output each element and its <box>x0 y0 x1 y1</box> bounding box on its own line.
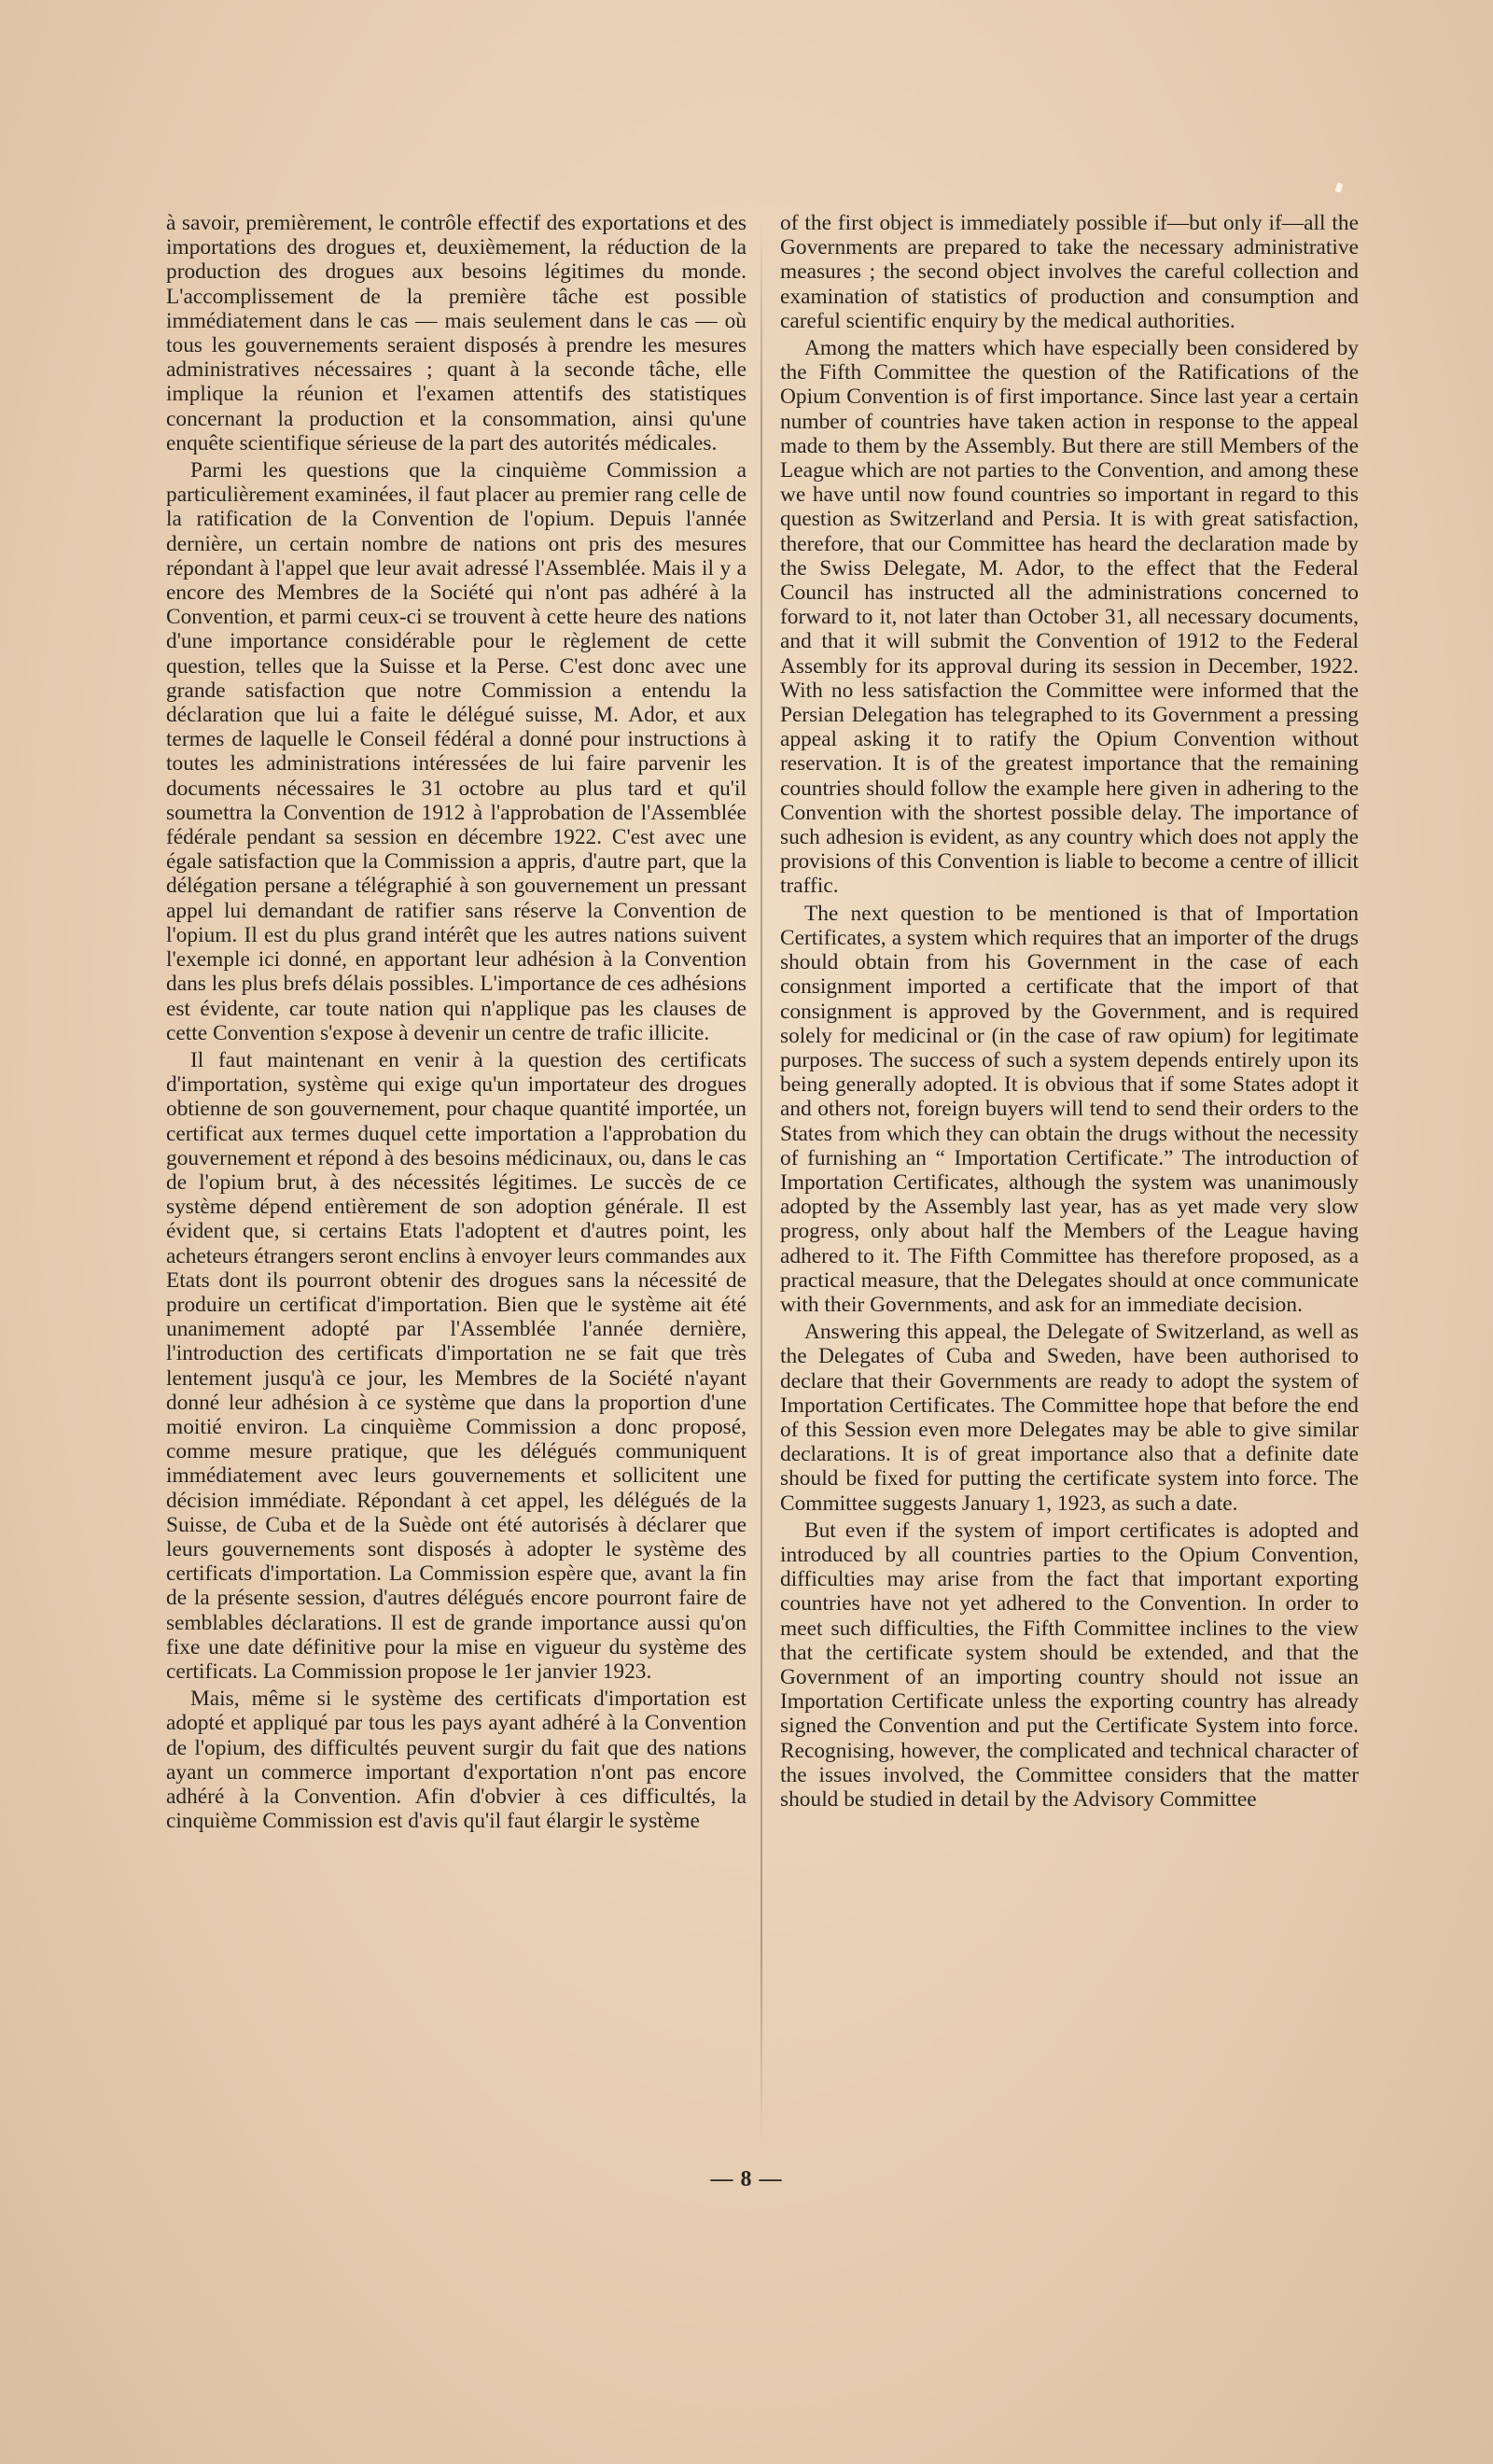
page-number: — 8 — <box>710 2167 783 2191</box>
english-paragraph-5: But even if the system of import certificates is adopted and introduced by all countries parties to the Opium Convention, difficulties may arise from the fact that important exporting countries have not yet adhered to the Convention. In order to meet such difficulties, the Fifth Committee inclines to the view that the certificate system should be extended, and that the Government of an importing country should not issue an Importation Certificate unless the exporting country has already signed the Convention and put the Certificate System into force. Recognising, however, the complicated and technical character of the issues involved, the Committee considers that the matter should be studied in detail by the Advisory Committee <box>780 1518 1359 1812</box>
english-text-column <box>780 211 1359 2148</box>
french-text-column <box>166 211 746 2148</box>
french-paragraph-3: Il faut maintenant en venir à la question des certificats d'importation, système qui exige qu'un importateur des drogues obtienne de son gouvernement, pour chaque quantité importée, un certificat aux termes duquel cette importation a l'approbation du gouvernement et répond à des besoins médicinaux, ou, dans le cas de l'opium brut, à des nécessités légitimes. Le succès de ce système dépend entièrement de son adoption générale. Il est évident que, si certains Etats l'adoptent et d'autres point, les acheteurs étrangers seront enclins à envoyer leurs commandes aux Etats dont ils pourront obtenir des drogues sans la nécessité de produire un certificat d'importation. Bien que le système ait été unanimement adopté par l'Assemblée l'année dernière, l'introduction des certificats d'importation ne se fait que très lentement jusqu'à ce jour, les Membres de la Société n'ayant donné leur adhésion à ce système que dans la proportion d'une moitié environ. La cinquième Commission a donc proposé, comme mesure pratique, que les délégués communiquent immédiatement avec leurs gouvernements et sollicitent une décision immédiate. Répondant à cet appel, les délégués de la Suisse, de Cuba et de la Suède ont été autorisés à déclarer que leurs gouvernements sont disposés à adopter le système des certificats d'importation. La Commission espère que, avant la fin de la présente session, d'autres délégués encore pourront faire de semblables déclarations. Il est de grande importance aussi qu'on fixe une date définitive pour la mise en vigueur du système des certificats. La Commission propose le 1er janvier 1923. <box>166 1047 746 1684</box>
french-paragraph-4: Mais, même si le système des certificats d'importation est adopté et appliqué par tous les pays ayant adhéré à la Convention de l'opium, des difficultés peuvent surgir du fait que des nations ayant un commerce important d'exportation n'ont pas encore adhéré à la Convention. Afin d'obvier à ces difficultés, la cinquième Commission est d'avis qu'il faut élargir le système <box>166 1687 746 1834</box>
column-divider <box>760 220 762 2143</box>
french-paragraph-2: Parmi les questions que la cinquième Commission a particulièrement examinées, il faut placer au premier rang celle de la ratification de la Convention de l'opium. Depuis l'année dernière, un certain nombre de nations ont pris des mesures répondant à l'appel que leur avait adressé l'Assemblée. Mais il y a encore des Membres de la Société qui n'ont pas adhéré à la Convention, et parmi ceux-ci se trouvent à cette heure des nations d'une importance considérable pour le règlement de cette question, telles que la Suisse et la Perse. C'est donc avec une grande satisfaction que notre Commission a entendu la déclaration que lui a faite le délégué suisse, M. Ador, et aux termes de laquelle le Conseil fédéral a donné pour instructions à toutes les administrations intéressées de lui faire parvenir les documents nécessaires le 31 octobre au plus tard et qu'il soumettra la Convention de 1912 à l'approbation de l'Assemblée fédérale pendant sa session en décembre 1922. C'est avec une égale satisfaction que la Commission a appris, d'autre part, que la délégation persane a télégraphié à son gouvernement un pressant appel lui demandant de ratifier sans réserve la Convention de l'opium. Il est du plus grand intérêt que les autres nations suivent l'exemple ici donné, en apportant leur adhésion à la Convention dans les plus brefs délais possibles. L'importance de ces adhésions est évidente, car toute nation qui n'applique pas les clauses de cette Convention s'expose à devenir un centre de trafic illicite. <box>166 458 746 1045</box>
english-paragraph-2: Among the matters which have especially been considered by the Fifth Committee the question of the Ratifications of the Opium Convention is of first importance. Since last year a certain number of countries have taken action in response to the appeal made to them by the Assembly. But there are still Members of the League which are not parties to the Convention, and among these we have until now found countries so important in regard to this question as Switzerland and Persia. It is with great satisfaction, therefore, that our Committee has heard the declaration made by the Swiss Delegate, M. Ador, to the effect that the Federal Council has instructed all the administrations concerned to forward to it, not later than October 31, all necessary documents, and that it will submit the Convention of 1912 to the Federal Assembly for its approval during its session in December, 1922. With no less satisfaction the Committee were informed that the Persian Delegation has telegraphed to its Government a pressing appeal asking it to ratify the Opium Convention without reservation. It is of the greatest importance that the remaining countries should follow the example here given in adhering to the Convention with the shortest possible delay. The importance of such adhesion is evident, as any country which does not apply the provisions of this Convention is liable to become a centre of illicit traffic. <box>780 336 1359 899</box>
english-paragraph-4: Answering this appeal, the Delegate of Switzerland, as well as the Delegates of Cuba and Sweden, have been authorised to declare that their Governments are ready to adopt the system of Importation Certificates. The Committee hope that before the end of this Session even more Delegates may be able to give similar declarations. It is of great importance also that a definite date should be fixed for putting the certificate system into force. The Committee suggests January 1, 1923, as such a date. <box>780 1320 1359 1516</box>
english-paragraph-1: of the first object is immediately possible if—but only if—all the Governments are prepared to take the necessary administrative measures ; the second object involves the careful collection and examination of statistics of production and consumption and careful scientific enquiry by the medical authorities. <box>780 211 1359 333</box>
paper-speck <box>1334 182 1343 192</box>
french-paragraph-1: à savoir, premièrement, le contrôle effectif des exportations et des importations des drogues et, deuxièmement, la réduction de la production des drogues aux besoins légitimes du monde. L'accomplissement de la première tâche est possible immédiatement dans le cas — mais seulement dans le cas — où tous les gouvernements seraient disposés à prendre les mesures administratives nécessaires ; quant à la seconde tâche, elle implique la réunion et l'examen attentifs des statistiques concernant la production et la consommation, ainsi qu'une enquête scientifique sérieuse de la part des autorités médicales. <box>166 211 746 455</box>
english-paragraph-3: The next question to be mentioned is that of Importation Certificates, a system which requires that an importer of the drugs should obtain from his Government in the case of each consignment imported a certificate that the import of that consignment is approved by the Government, and is required solely for medicinal or (in the case of raw opium) for legitimate purposes. The success of such a system depends entirely upon its being generally adopted. It is obvious that if some States adopt it and others not, foreign buyers will tend to send their orders to the States from which they can obtain the drugs without the necessity of furnishing an “ Importation Certificate.” The introduction of Importation Certificates, although the system was unanimously adopted by the Assembly last year, has as yet made very slow progress, only about half the Members of the League having adhered to it. The Fifth Committee has therefore proposed, as a practical measure, that the Delegates should at once communicate with their Governments, and ask for an immediate decision. <box>780 901 1359 1317</box>
